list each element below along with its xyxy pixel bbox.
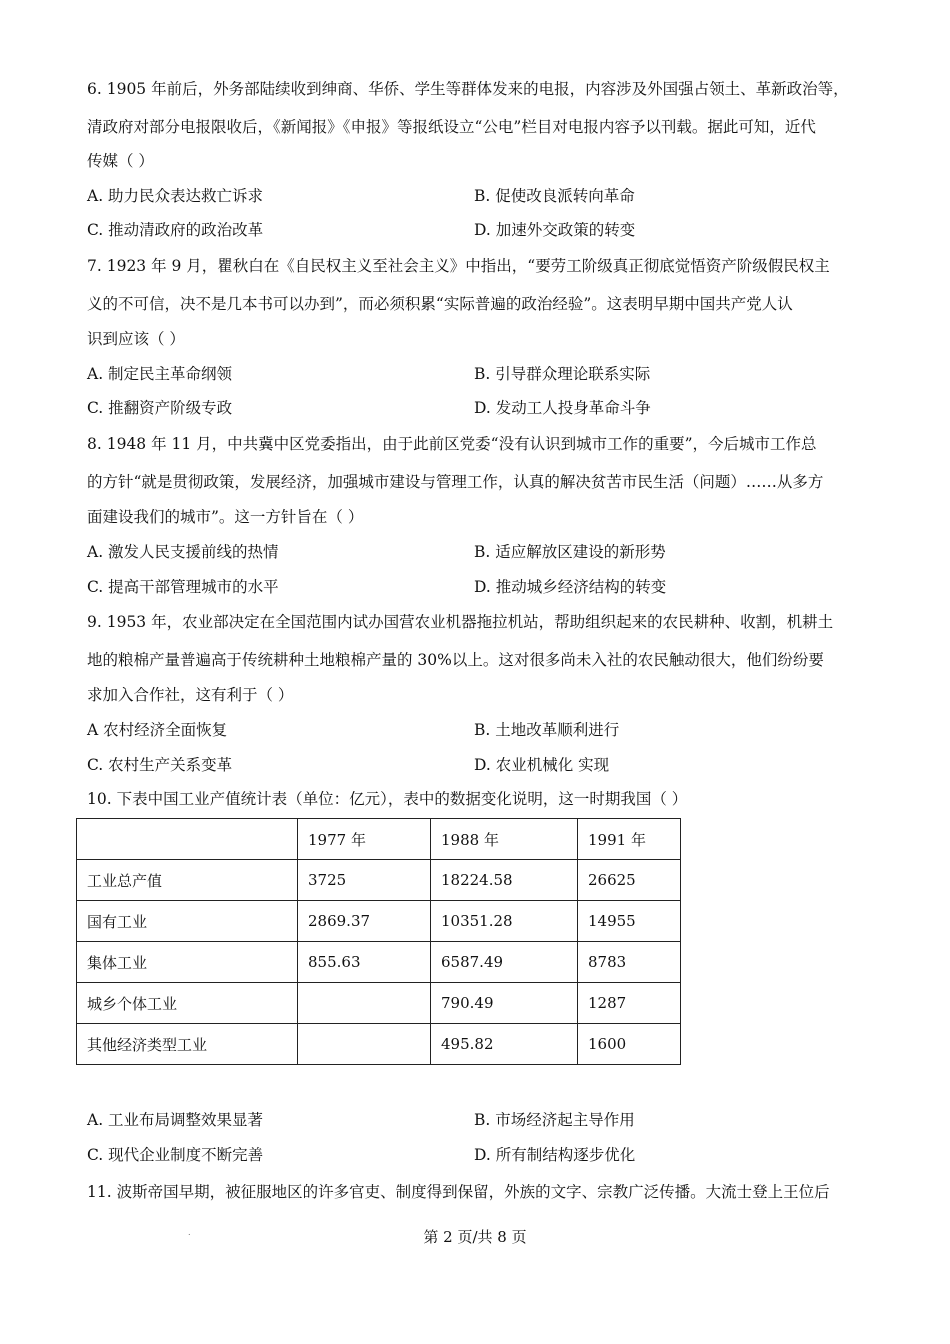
table-cell: 10351.28 xyxy=(431,901,578,942)
q8-option-c: C. 提高干部管理城市的水平 xyxy=(87,578,279,596)
q6-option-d: D. 加速外交政策的转变 xyxy=(474,221,636,239)
q8-line-1: 8. 1948 年 11 月，中共冀中区党委指出，由于此前区党委“没有认识到城市工作的重要”，今后城市工作总 xyxy=(87,435,817,453)
q6-option-c: C. 推动清政府的政治改革 xyxy=(87,221,264,239)
q9-line-1: 9. 1953 年，农业部决定在全国范围内试办国营农业机器拖拉机站，帮助组织起来的农民耕种、收割，机耕土 xyxy=(87,613,834,631)
table-cell: 8783 xyxy=(578,942,681,983)
q7-line-2: 义的不可信，决不是几本书可以办到”，而必须积累“实际普遍的政治经验”。这表明早期中国共产党人认 xyxy=(87,295,793,313)
q6-line-2: 清政府对部分电报限收后，《新闻报》《申报》等报纸设立“公电”栏目对电报内容予以刊载。据此可知，近代 xyxy=(87,118,816,136)
table-cell: 6587.49 xyxy=(431,942,578,983)
footer-mark: . xyxy=(188,1228,191,1237)
table-cell: 3725 xyxy=(298,860,431,901)
q9-line-3: 求加入合作社，这有利于（ ） xyxy=(87,686,294,704)
q9-option-c: C. 农村生产关系变革 xyxy=(87,756,233,774)
q7-option-d: D. 发动工人投身革命斗争 xyxy=(474,399,651,417)
table-cell: 集体工业 xyxy=(77,942,298,983)
page-number: 第 2 页/共 8 页 xyxy=(423,1228,527,1246)
table-cell: 城乡个体工业 xyxy=(77,983,298,1024)
q7-line-3: 识到应该（ ） xyxy=(87,330,185,348)
table-row xyxy=(77,1024,681,1065)
q10-option-a: A. 工业布局调整效果显著 xyxy=(87,1111,264,1129)
q7-option-a: A. 制定民主革命纲领 xyxy=(87,365,233,383)
q11-line-1: 11. 波斯帝国早期，被征服地区的许多官吏、制度得到保留，外族的文字、宗教广泛传播。大流士登上王位后 xyxy=(87,1183,830,1201)
table-header-cell: 1988 年 xyxy=(431,819,578,860)
table-row xyxy=(77,901,681,942)
table-row xyxy=(77,942,681,983)
q9-option-a: A 农村经济全面恢复 xyxy=(87,721,228,739)
table-cell: 国有工业 xyxy=(77,901,298,942)
table-header-cell xyxy=(77,819,298,860)
q9-line-2: 地的粮棉产量普遍高于传统耕种土地粮棉产量的 30%以上。这对很多尚未入社的农民触动很大，他们纷纷要 xyxy=(87,651,824,669)
q10-option-d: D. 所有制结构逐步优化 xyxy=(474,1146,636,1164)
q9-option-d: D. 农业机械化 实现 xyxy=(474,756,610,774)
q8-option-a: A. 激发人民支援前线的热情 xyxy=(87,543,279,561)
table-header-cell: 1991 年 xyxy=(578,819,681,860)
q10-line-1: 10. 下表中国工业产值统计表（单位：亿元），表中的数据变化说明，这一时期我国（ ） xyxy=(87,790,688,808)
table-cell: 工业总产值 xyxy=(77,860,298,901)
q7-line-1: 7. 1923 年 9 月，瞿秋白在《自民权主义至社会主义》中指出，“要劳工阶级真正彻底觉悟资产阶级假民权主 xyxy=(87,257,830,275)
q8-option-d: D. 推动城乡经济结构的转变 xyxy=(474,578,667,596)
table-row xyxy=(77,983,681,1024)
table-cell: 1287 xyxy=(578,983,681,1024)
table-cell: 2869.37 xyxy=(298,901,431,942)
table-cell xyxy=(298,983,431,1024)
q7-option-c: C. 推翻资产阶级专政 xyxy=(87,399,233,417)
q6-line-3: 传媒（ ） xyxy=(87,152,154,170)
table-cell: 855.63 xyxy=(298,942,431,983)
table-cell: 18224.58 xyxy=(431,860,578,901)
q6-line-1: 6. 1905 年前后，外务部陆续收到绅商、华侨、学生等群体发来的电报，内容涉及外国强占领土、革新政治等， xyxy=(87,80,849,98)
q6-option-a: A. 助力民众表达救亡诉求 xyxy=(87,187,264,205)
q10-option-c: C. 现代企业制度不断完善 xyxy=(87,1146,264,1164)
table-header-cell: 1977 年 xyxy=(298,819,431,860)
table-cell: 26625 xyxy=(578,860,681,901)
q7-option-b: B. 引导群众理论联系实际 xyxy=(474,365,651,383)
table-cell: 790.49 xyxy=(431,983,578,1024)
table-cell: 14955 xyxy=(578,901,681,942)
table-cell xyxy=(298,1024,431,1065)
q8-line-2: 的方针“就是贯彻政策，发展经济，加强城市建设与管理工作，认真的解决贫苦市民生活（问题）……从多方 xyxy=(87,473,824,491)
q8-line-3: 面建设我们的城市”。这一方针旨在（ ） xyxy=(87,508,364,526)
q8-option-b: B. 适应解放区建设的新形势 xyxy=(474,543,666,561)
table-cell: 495.82 xyxy=(431,1024,578,1065)
table-cell: 1600 xyxy=(578,1024,681,1065)
table-row xyxy=(77,860,681,901)
q6-option-b: B. 促使改良派转向革命 xyxy=(474,187,635,205)
table-header-row xyxy=(77,819,681,860)
q9-option-b: B. 土地改革顺利进行 xyxy=(474,721,620,739)
table-cell: 其他经济类型工业 xyxy=(77,1024,298,1065)
q10-option-b: B. 市场经济起主导作用 xyxy=(474,1111,635,1129)
industry-output-table xyxy=(76,818,681,1065)
